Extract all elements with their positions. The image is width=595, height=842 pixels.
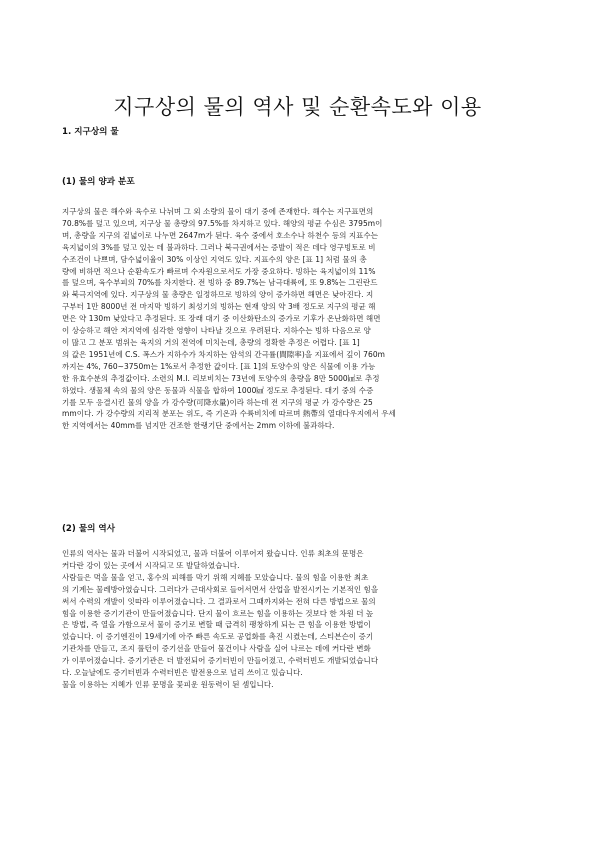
section-heading-1: 1. 지구상의 물 — [62, 127, 119, 137]
text-line: 량에 비하면 적으나 순환속도가 빠르며 수자원으로서도 가장 중요하다. 빙하는 육지넓이의 11% — [62, 266, 376, 276]
text-line: 한 유효수분의 추정값이다. 소련의 M.I. 리보비치는 73년에 토양수의 총량을 8만 5000㎢로 추정 — [62, 373, 380, 383]
text-line: 가 이루어졌습니다. 증기기관은 더 발전되어 증기터빈이 만들어졌고, 수력터빈도 개발되었습니다 — [62, 656, 379, 666]
subsection-heading-history: (2) 물의 역사 — [62, 524, 116, 534]
text-line: 까지는 4%, 760~3750m는 1%로서 추정한 값이다. [표 1]의 토양수의 양은 식물에 이용 가능 — [62, 361, 376, 371]
text-line: 70.8%를 덮고 있으며, 지구상 물 총량의 97.5%를 차지하고 있다. 해양의 평균 수심은 3795m이 — [62, 218, 383, 228]
text-line: 은 방법, 즉 열을 가함으로서 물이 증기로 변할 때 급격히 팽창하게 되는 큰 힘을 이용한 방법이 — [62, 620, 371, 630]
text-line: 기관차를 만들고, 조지 풀턴이 증기선을 만들어 물건이나 사람을 실어 나르는 데에 커다란 변화 — [62, 644, 371, 654]
text-line: 지구상의 물은 해수와 육수로 나뉘며 그 외 소량의 물이 대기 중에 존재한다. 해수는 지구표면의 — [62, 207, 374, 216]
text-line: 었습니다. 이 증기엔진이 19세기에 아주 빠른 속도로 공업화를 촉진 시켰는데, 스티븐슨이 증기 — [62, 632, 374, 642]
text-line: 커다란 강이 있는 곳에서 시작되고 또 발달하였습니다. — [62, 560, 240, 570]
text-line: 며, 총량을 지구의 겉넓이로 나누면 2647m가 된다. 육수 중에서 호소수나 하천수 등의 지표수는 — [62, 230, 379, 240]
document-title: 지구상의 물의 역사 및 순환속도와 이용 — [113, 95, 482, 119]
text-line: 이 상승하고 해안 저지역에 심각한 영향이 나타날 것으로 우려된다. 지하수는 빙하 다음으로 양 — [62, 326, 371, 336]
text-line: 힘을 이용한 증기기관이 만들어졌습니다. 단지 물이 흐르는 힘을 이용하는 것보다 한 차원 더 높 — [62, 608, 374, 618]
text-line: 와 북극지역에 있다. 지구상의 물 총량은 일정하므로 빙하의 양이 증가하면 해면은 낮아진다. 지 — [62, 290, 374, 300]
text-line: 를 덮으며, 육수부피의 70%를 차지한다. 전 빙하 중 89.7%는 남극대륙에, 또 9.8%는 그린란드 — [62, 278, 378, 288]
text-line: 면은 약 130m 낮았다고 추정된다. 또 장래 대기 중 이산화탄소의 증가로 기후가 온난화하면 해면 — [62, 314, 381, 324]
subsection-heading-quantity: (1) 물의 양과 분포 — [62, 177, 135, 187]
text-line: 기를 모두 응결시킨 물의 양을 가 강수량(可降水量)이라 하는데 전 지구의 평균 가 강수량은 25 — [62, 397, 373, 407]
text-line: 의 값은 1951년에 C.S. 폭스가 지하수가 차지하는 암석의 간극률(間隙率)을 지표에서 깊이 760m — [62, 349, 386, 359]
text-line: 육지넓이의 3%를 덮고 있는 데 불과하다. 그러나 북극권에서는 증발이 적은 데다 영구빙토로 비 — [62, 242, 376, 252]
text-line: 하였다. 생물체 속의 물의 양은 동물과 식물을 합하여 1000㎢ 정도로 추정된다. 대기 중의 수증 — [62, 385, 374, 395]
text-line: 사람들은 먹을 물을 얻고, 홍수의 피해를 막기 위해 지혜를 모았습니다. 물의 힘을 이용한 최초 — [62, 572, 369, 582]
text-line: 의 기계는 물레방아였습니다. 그러다가 근대사회로 들어서면서 산업을 발전시키는 기본적인 힘을 — [62, 584, 379, 594]
text-line: 물을 이용하는 지혜가 인류 문명을 꽃피운 원동력이 된 셈입니다. — [62, 679, 274, 689]
paragraph-water-history — [62, 548, 540, 691]
text-line: 한 지역에서는 40mm를 넘지만 건조한 한랭기단 중에서는 2mm 이하에 불과하다. — [62, 421, 335, 431]
paragraph-quantity-distribution — [62, 206, 540, 432]
text-line: 이 많고 그 분포 범위는 육지의 거의 전역에 미치는데, 총량의 정확한 추정은 어렵다. [표 1] — [62, 337, 360, 347]
text-line: 써서 수력의 개발이 잇따라 이루어졌습니다. 그 결과로서 그때까지와는 전혀 다른 방법으로 물의 — [62, 596, 376, 606]
text-line: 수조건이 나쁘며, 담수넓이율이 30% 이상인 지역도 있다. 지표수의 양은 [표 1] 처럼 물의 총 — [62, 254, 367, 264]
text-line: 인류의 역사는 물과 더불어 시작되었고, 물과 더불어 이루어져 왔습니다. 인류 최초의 문명은 — [62, 549, 364, 558]
text-line: mm이다. 가 강수량의 지리적 분포는 위도, 즉 기온과 수륙비치에 따르며 熱帶의 열대다우지에서 우세 — [62, 409, 396, 419]
text-line: 구부터 1만 8000년 전 마지막 빙하기 최성기의 빙하는 현재 양의 약 3배 정도로 지구의 평균 해 — [62, 302, 376, 312]
text-line: 다. 오늘날에도 증기터빈과 수력터빈은 발전용으로 널리 쓰이고 있습니다. — [62, 668, 303, 678]
